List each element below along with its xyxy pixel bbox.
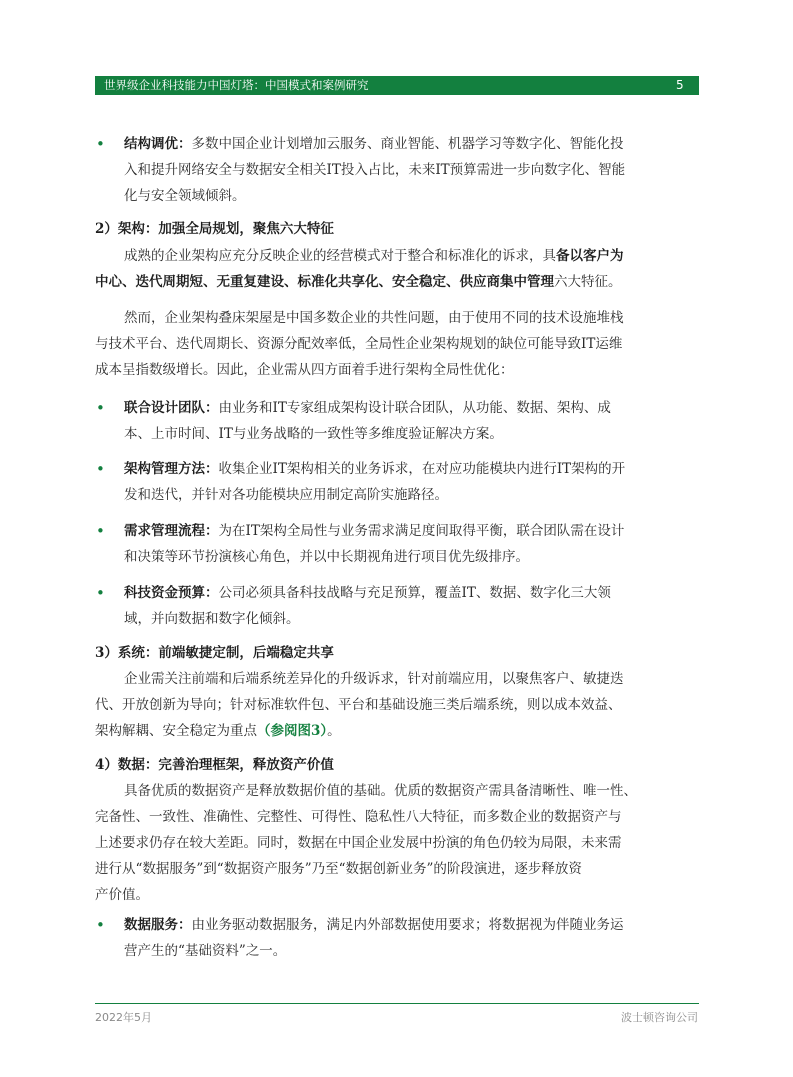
paragraph-text: 架构解耦、安全稳定为重点	[95, 723, 257, 739]
bullet-budget-line2: 域，并向数据和数字化倾斜。	[124, 611, 300, 627]
paragraph-text: 成熟的企业架构应充分反映企业的经营模式对于整合和标准化的诉求，具	[124, 248, 556, 264]
bullet-text: 公司必须具备科技战略与充足预算，覆盖IT、数据、数字化三大领	[218, 585, 611, 601]
paragraph-however-line2: 与技术平台、迭代周期长、资源分配效率低，全局性企业架构规划的缺位可能导致IT运维	[95, 336, 623, 352]
paragraph-text: 六大特征。	[554, 274, 622, 290]
bullet-label: 架构管理方法：	[124, 461, 219, 477]
paragraph-text: 。	[327, 723, 341, 739]
bullet-icon: •	[96, 584, 105, 602]
bullet-icon: •	[96, 522, 105, 540]
bullet-structure-line2: 入和提升网络安全与数据安全相关IT投入占比，未来IT预算需进一步向数字化、智能	[124, 162, 626, 178]
paragraph-systems-line2: 代、开放创新为导向；针对标准软件包、平台和基础设施三类后端系统，则以成本效益、	[95, 697, 622, 713]
page-number: 5	[676, 78, 684, 92]
section-heading-architecture: 2）架构：加强全局规划，聚焦六大特征	[95, 221, 334, 237]
bullet-budget-line1	[124, 580, 611, 606]
bullet-label: 联合设计团队：	[124, 400, 219, 416]
header-title: 世界级企业科技能力中国灯塔：中国模式和案例研究	[104, 78, 369, 92]
bullet-icon: •	[96, 916, 105, 934]
bullet-demand-mgmt-line1	[124, 518, 624, 544]
bullet-label: 需求管理流程：	[124, 523, 219, 539]
footer-date: 2022年5月	[95, 1011, 152, 1024]
bullet-structure-line3: 化与安全领域倾斜。	[124, 188, 246, 204]
footer-divider	[95, 1003, 699, 1004]
bullet-text: 为在IT架构全局性与业务需求满足度间取得平衡，联合团队需在设计	[218, 523, 625, 539]
bullet-icon: •	[96, 460, 105, 478]
bullet-text: 收集企业IT架构相关的业务诉求，在对应功能模块内进行IT架构的开	[218, 461, 626, 477]
bullet-data-service-line1	[124, 912, 624, 938]
paragraph-systems-line3	[95, 718, 341, 744]
section-heading-systems: 3）系统：前端敏捷定制，后端稳定共享	[95, 645, 334, 661]
bullet-label: 结构调优：	[124, 136, 192, 152]
section-heading-data: 4）数据：完善治理框架，释放资产价值	[95, 757, 334, 773]
paragraph-data-line2: 完备性、一致性、准确性、完整性、可得性、隐私性八大特征，而多数企业的数据资产与	[95, 809, 622, 825]
bullet-arch-mgmt-line1	[124, 456, 625, 482]
bullet-structure-line1	[124, 131, 624, 157]
bullet-text: 多数中国企业计划增加云服务、商业智能、机器学习等数字化、智能化投	[191, 136, 624, 152]
paragraph-data-line5: 产价值。	[95, 887, 149, 903]
paragraph-data-line4: 进行从“数据服务”到“数据资产服务”乃至“数据创新业务”的阶段演进，逐步释放资	[95, 861, 582, 877]
bullet-label: 科技资金预算：	[124, 585, 219, 601]
footer-company: 波士顿咨询公司	[621, 1011, 698, 1024]
paragraph-architecture-line2	[95, 269, 622, 295]
bullet-joint-team-line2: 本、上市时间、IT与业务战略的一致性等多维度验证解决方案。	[124, 426, 503, 442]
paragraph-data-line1: 具备优质的数据资产是释放数据价值的基础。优质的数据资产需具备清晰性、唯一性、	[124, 783, 637, 799]
bullet-joint-team-line1	[124, 395, 611, 421]
paragraph-bold: 中心、迭代周期短、无重复建设、标准化共享化、安全稳定、供应商集中管理	[95, 274, 554, 290]
paragraph-architecture-line1	[124, 243, 624, 269]
paragraph-however-line3: 成本呈指数级增长。因此，企业需从四方面着手进行架构全局性优化：	[95, 362, 514, 378]
figure-reference-link[interactable]: （参阅图3）	[257, 723, 328, 739]
bullet-text: 由业务和IT专家组成架构设计联合团队，从功能、数据、架构、成	[218, 400, 611, 416]
bullet-label: 数据服务：	[124, 917, 192, 933]
paragraph-data-line3: 上述要求仍存在较大差距。同时，数据在中国企业发展中扮演的角色仍较为局限，未来需	[95, 835, 622, 851]
bullet-text: 由业务驱动数据服务，满足内外部数据使用要求；将数据视为伴随业务运	[191, 917, 624, 933]
paragraph-bold: 备以客户为	[556, 248, 624, 264]
bullet-data-service-line2: 营产生的“基础资料”之一。	[124, 943, 287, 959]
paragraph-systems-line1: 企业需关注前端和后端系统差异化的升级诉求，针对前端应用，以聚焦客户、敏捷迭	[124, 671, 624, 687]
bullet-demand-mgmt-line2: 和决策等环节扮演核心角色，并以中长期视角进行项目优先级排序。	[124, 549, 529, 565]
bullet-arch-mgmt-line2: 发和迭代，并针对各功能模块应用制定高阶实施路径。	[124, 487, 448, 503]
bullet-icon: •	[96, 399, 105, 417]
bullet-icon: •	[96, 135, 105, 153]
paragraph-however-line1: 然而，企业架构叠床架屋是中国多数企业的共性问题，由于使用不同的技术设施堆栈	[124, 310, 624, 326]
